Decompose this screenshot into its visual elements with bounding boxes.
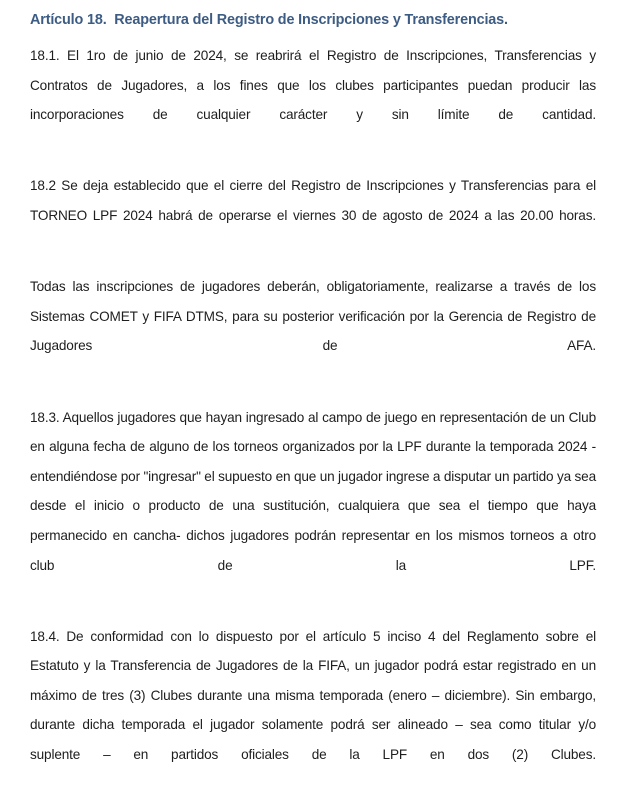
- paragraph-18-1: 18.1. El 1ro de junio de 2024, se reabrirá el Registro de Inscripciones, Transferencias y Contratos de Jugadores, a los fines que los clubes participantes puedan producir las incorporaciones de cualquier carácter y sin límite de cantidad.: [30, 48, 596, 123]
- paragraph-18-2-note: Todas las inscripciones de jugadores deberán, obligatoriamente, realizarse a través de los Sistemas COMET y FIFA DTMS, para su posterior verificación por la Gerencia de Registro de Jugadores de AFA.: [30, 279, 596, 354]
- paragraph-spacer: [30, 159, 596, 171]
- article-heading: Artículo 18. Reapertura del Registro de Inscripciones y Transferencias.: [30, 12, 508, 28]
- heading-spacer: [30, 29, 596, 41]
- paragraph-spacer: [30, 391, 596, 403]
- paragraph-spacer: [30, 610, 596, 622]
- paragraph-spacer: [30, 260, 596, 272]
- paragraph-18-3: 18.3. Aquellos jugadores que hayan ingresado al campo de juego en representación de un Club en alguna fecha de alguno de los torneos organizados por la LPF durante la temporada 2024 -entendiéndose por "ingresar" el supuesto en que un jugador ingrese a disputar un partido ya sea desde el inicio o producto de una sustitución, cualquiera que sea el tiempo que haya permanecido en cancha- dichos jugadores podrán representar en los mismos torneos a otro club de la LPF.: [30, 409, 596, 573]
- paragraph-18-4: 18.4. De conformidad con lo dispuesto por el artículo 5 inciso 4 del Reglamento sobre el Estatuto y la Transferencia de Jugadores de la FIFA, un jugador podrá estar registrado en un máximo de tres (3) Clubes durante una misma temporada (enero – diciembre). Sin embargo, durante dicha temporada el jugador solamente podrá ser alineado – sea como titular y/o suplente – en partidos oficiales de la LPF en dos (2) Clubes.: [30, 628, 596, 763]
- paragraph-18-2: 18.2 Se deja establecido que el cierre del Registro de Inscripciones y Transferencias para el TORNEO LPF 2024 habrá de operarse el viernes 30 de agosto de 2024 a las 20.00 horas.: [30, 178, 596, 223]
